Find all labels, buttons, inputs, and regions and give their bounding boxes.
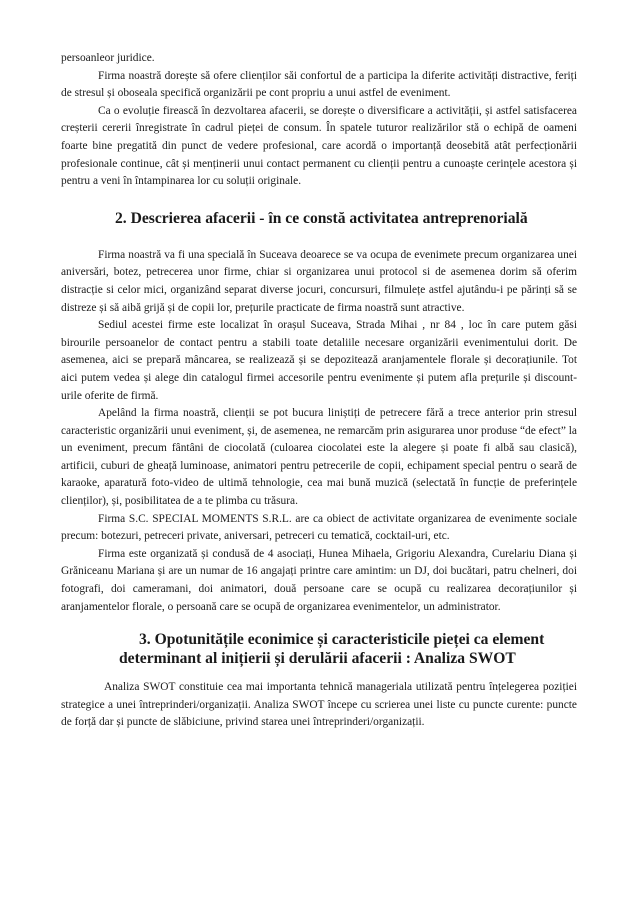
section-2-paragraph-1: Firma noastră va fi una specială în Suceava deoarece se va ocupa de evenimete precum organizarea unei aniversări, botez, petrecerea unor firme, chiar si organizarea unui protocol si de asemenea dorim să oferim distracție si celor mici, organizând separat diverse jocuri, concursuri, filmulețe astfel ajutându-i pe părinți să se distreze și să aibă grijă și de copii lor, prețurile practicate de firma noastră sunt atractive. [61, 248, 577, 314]
section-2-paragraph-5: Firma este organizată și condusă de 4 asociați, Hunea Mihaela, Grigoriu Alexandra, Curelariu Diana și Grăniceanu Mariana și are un numar de 16 angajați printre care amintim: un DJ, doi bucătari, patru chelneri, doi fotografi, doi cameramani, doi animatori, două persoane care se ocupă cu realizarea decorațiunilor și aranjamentelor florale, o persoană care se ocupă de organizarea evenimentelor, un administrator. [61, 547, 577, 613]
section-3-heading-line-1: 3. Opotunitățile econimice și caracteristicile pieței ca element [139, 631, 545, 649]
section-3-heading-line-2: determinant al inițierii și derulării afacerii : Analiza SWOT [119, 650, 516, 668]
intro-paragraph-1: Firma noastră dorește să ofere clienților săi confortul de a participa la diferite activități distractive, feriți de stresul și oboseala specifică organizării pe cont propriu a unui astfel de eveniment. [61, 69, 577, 100]
document-page [61, 50, 577, 732]
intro-paragraph-2: Ca o evoluție firească în dezvoltarea afacerii, se dorește o diversificare a activității, și astfel satisfacerea creșterii cererii înregistrate în cadrul pieței de consum. În spatele tuturor realizărilor stă o echipă de oameni foarte bine pregatită din punct de vedere profesional, care acordă o importanță deosebită atât perfecționării profesionale continue, cât și menținerii unui contact permanent cu clienții pentru a cunoaște cerințele acestora și pentru a veni în întampinarea lor cu soluții originale. [61, 104, 577, 188]
section-2-heading: 2. Descrierea afacerii - în ce constă activitatea antreprenorială [115, 209, 528, 227]
section-3-paragraph-1: Analiza SWOT constituie cea mai importanta tehnică manageriala utilizată pentru înțelegerea poziției strategice a unei întreprinderi/organizații. Analiza SWOT începe cu scrierea unei liste cu puncte curente: puncte de forță dar și puncte de slăbiciune, privind starea unei întreprinderi/organizații. [61, 681, 577, 729]
section-3-heading [61, 630, 577, 668]
section-2-paragraph-4: Firma S.C. SPECIAL MOMENTS S.R.L. are ca obiect de activitate organizarea de evenimente sociale precum: botezuri, petreceri private, aniversari, petreceri cu tematică, cocktail-uri, etc. [61, 512, 577, 543]
section-2-paragraph-2: Sediul acestei firme este localizat în orașul Suceava, Strada Mihai , nr 84 , loc în care putem găsi birourile persoanelor de contact pentru a stabili toate detaliile necesare organizării evenimentului dorit. De asemenea, aici se prepară mâncarea, se realizează și se depozitează aranjamentele florale și decorațiunile. Tot aici putem vedea și alege din catalogul firmei accesorile pentru evenimente și putem afla prețurile și discount-urile oferite de firmă. [61, 319, 577, 402]
intro-fragment: persoanleor juridice. [61, 52, 155, 64]
section-2-paragraph-3: Apelând la firma noastră, clienții se pot bucura liniștiți de petrecere fără a trece anterior prin stresul caracteristic organizării unui eveniment, și, de asemenea, ne remarcăm prin asigurarea unor produse “de efect” la un eveniment, precum fântâni de ciocolată (culoarea ciocolatei este la alegere și poate fi albă sau clasică), artificii, cuburi de gheață luminoase, animatori pentru petrecerile de copii, echipament special pentru o seară de karaoke, aparatură foto-video de ultimă tehnologie, cea mai bună muzică (selectată în funcție de preferințele clienților), și, posibilitatea de a te plimba cu trăsura. [61, 407, 577, 508]
